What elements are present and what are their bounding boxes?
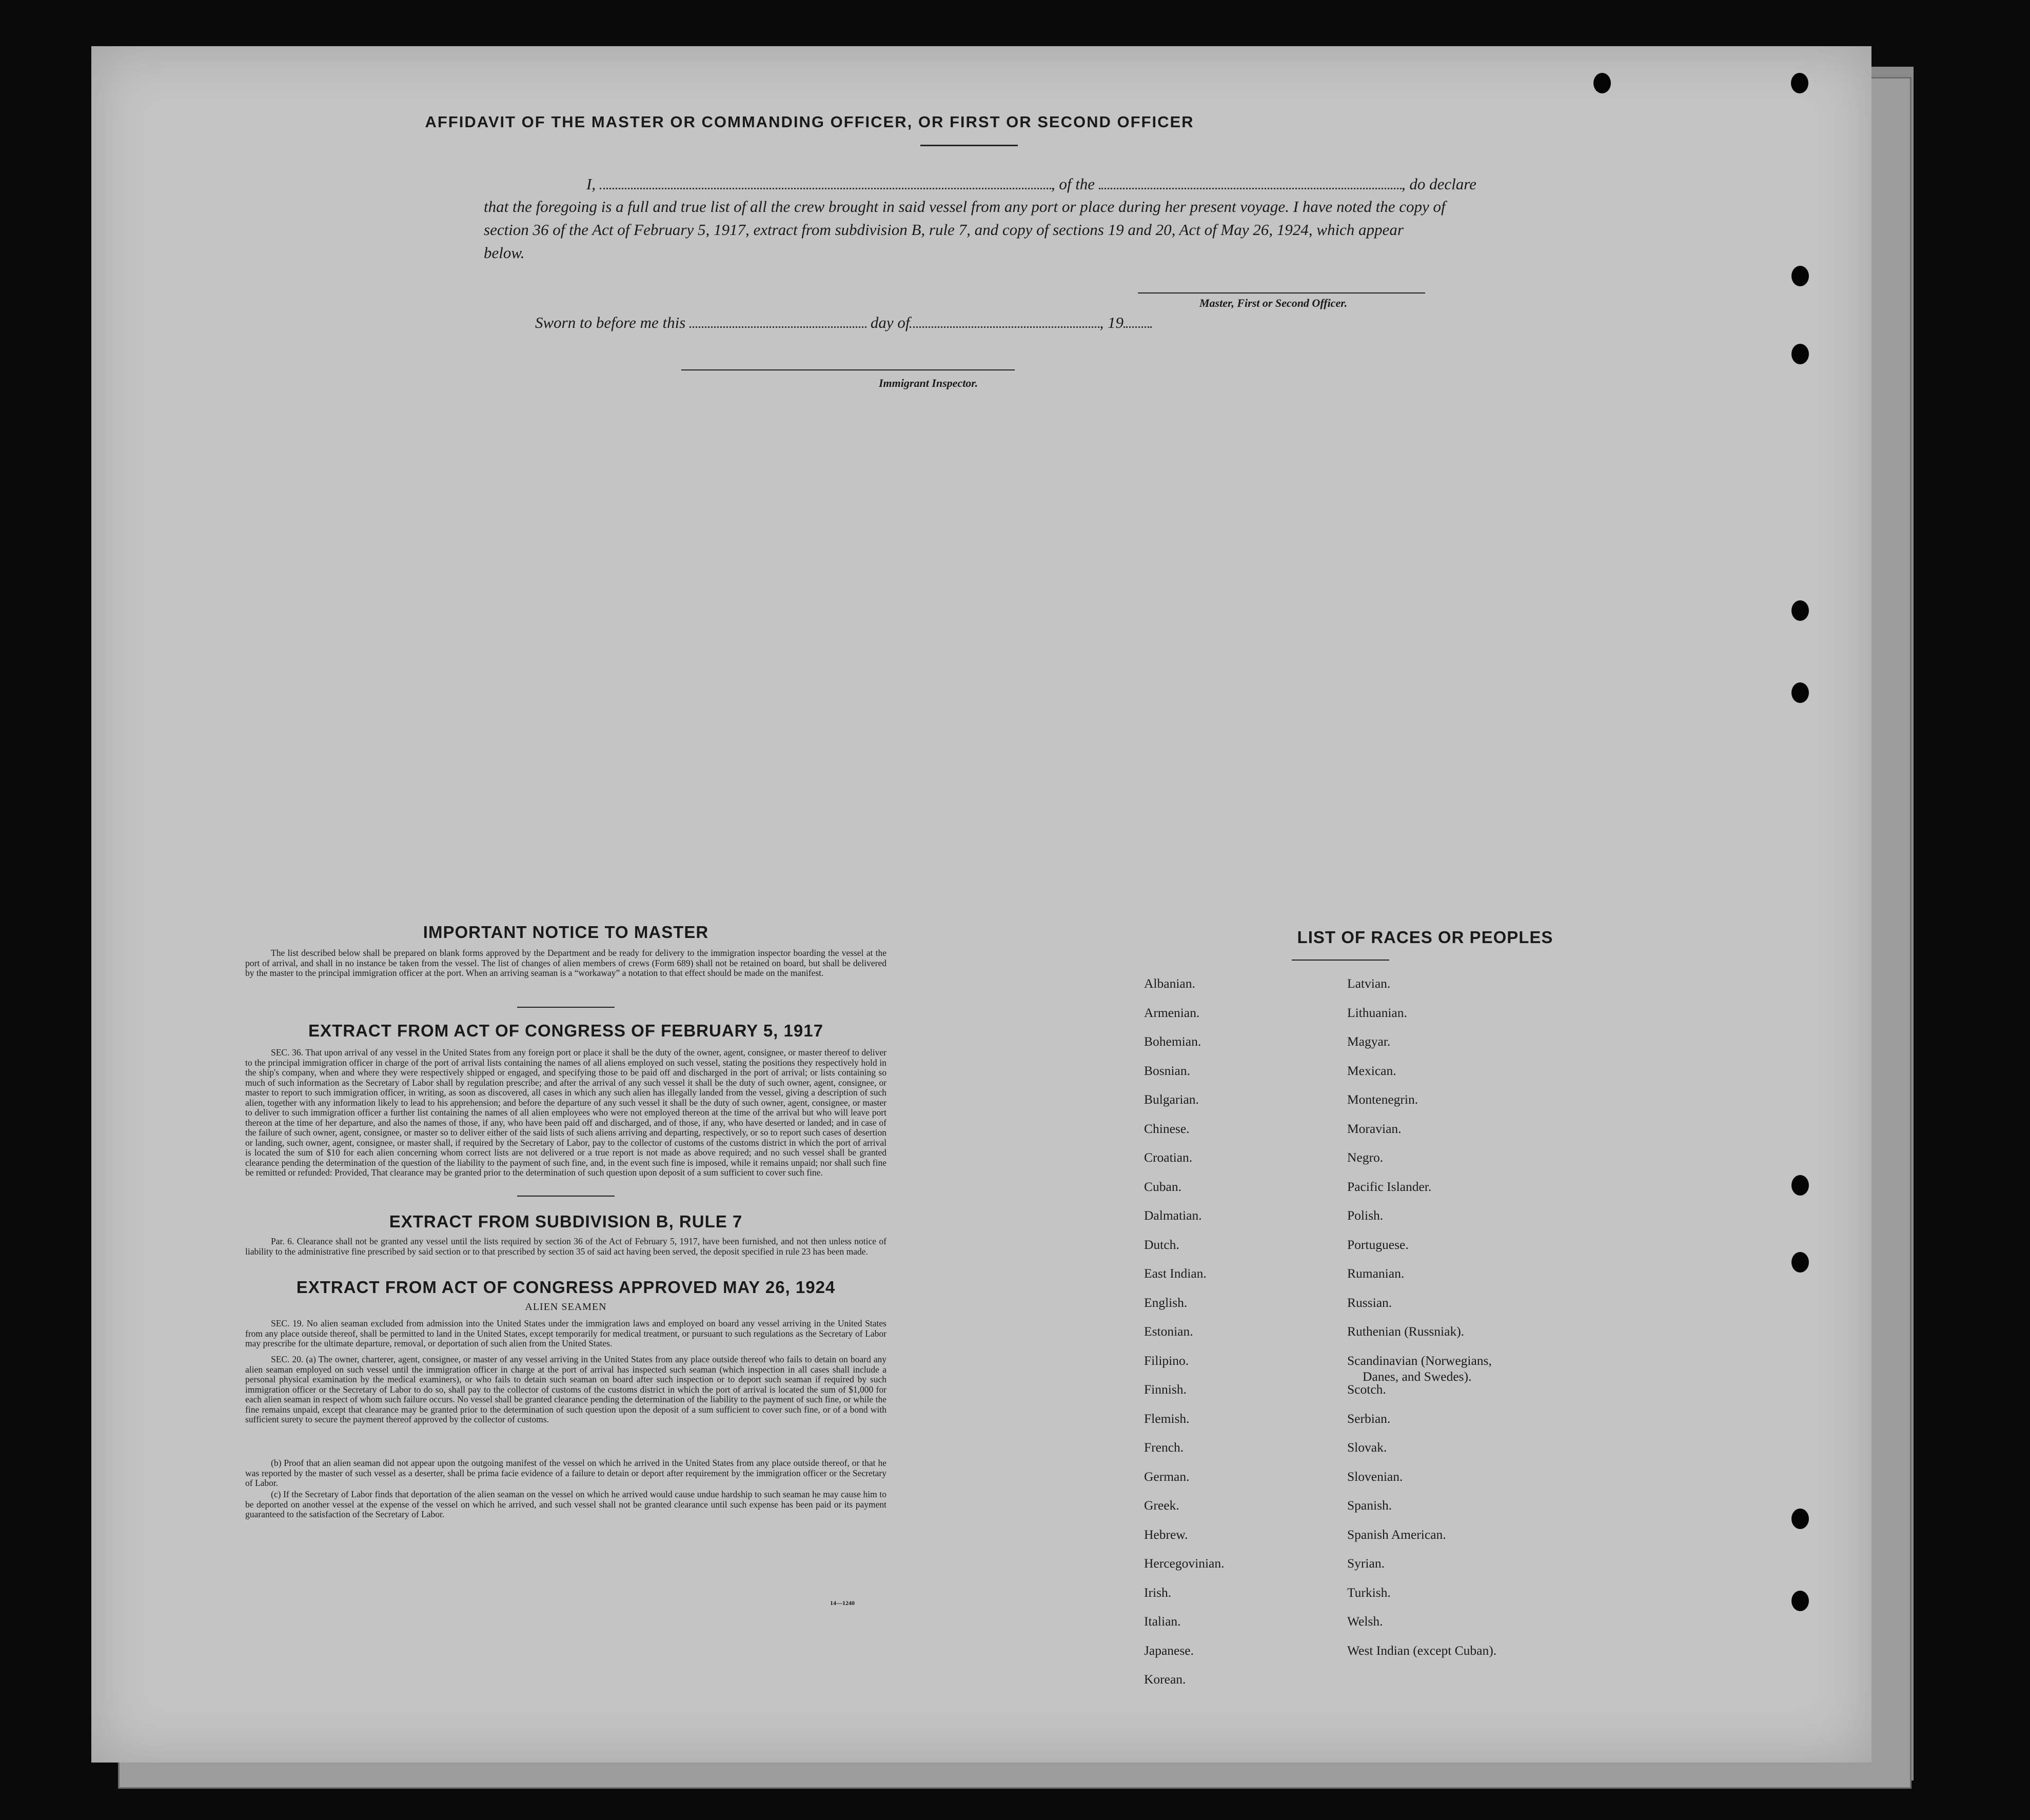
extract-1917-divider: [517, 1196, 615, 1197]
do-declare-label: , do declare: [1401, 175, 1476, 193]
affidavit-declaration-line: [586, 174, 1551, 193]
day-blank: [689, 313, 866, 328]
punch-hole: [1791, 266, 1809, 286]
race-item: Pacific Islander.: [1347, 1179, 1432, 1194]
races-divider: [1292, 960, 1389, 961]
year-blank: [1124, 313, 1152, 328]
race-item: Estonian.: [1144, 1324, 1193, 1339]
form-number: 14—1240: [830, 1599, 855, 1607]
race-item: Chinese.: [1144, 1121, 1190, 1136]
punch-hole: [1791, 1175, 1809, 1196]
race-item: Spanish.: [1347, 1498, 1392, 1513]
punch-hole: [1791, 1591, 1809, 1611]
race-item: Moravian.: [1347, 1121, 1402, 1136]
races-title: LIST OF RACES OR PEOPLES: [1297, 928, 1553, 947]
race-item: Japanese.: [1144, 1642, 1194, 1658]
race-item: Ruthenian (Russniak).: [1347, 1324, 1465, 1339]
of-the-label: , of the: [1051, 175, 1095, 193]
race-item: Lithuanian.: [1347, 1005, 1407, 1020]
notice-text: The list described below shall be prepared on blank forms approved by the Department and be ready for delivery to the immigration inspector boarding the vessel at the port of arrival, and shall in no instance be taken from the vessel. The list of changes of alien members of crews (Form 689) shall not be retained on board, but shall be delivered by the master to the principal immigration officer at the port. When an arriving seaman is a “workaway” a notation to that effect should be made on the manifest.: [245, 948, 886, 978]
sec19-text: SEC. 19. No alien seaman excluded from admission into the United States under the immigration laws and employed on board any vessel arriving in the United States from any place outside thereof, shall be permitted to land in the United States, except temporarily for medical treatment, or pursuant to such regulations as the Secretary of Labor may prescribe for the ultimate departure, removal, or deportation of such alien from the United States.: [245, 1318, 886, 1348]
extract-1917-title: EXTRACT FROM ACT OF CONGRESS OF FEBRUARY 5, 1917: [308, 1021, 823, 1040]
race-item: Albanian.: [1144, 976, 1195, 991]
race-item: Slovak.: [1347, 1440, 1387, 1455]
punch-hole: [1791, 682, 1809, 703]
race-item: Syrian.: [1347, 1556, 1385, 1571]
race-item: Montenegrin.: [1347, 1092, 1418, 1107]
race-item: Hercegovinian.: [1144, 1556, 1225, 1571]
day-of-label: day of: [870, 314, 910, 331]
race-item: Latvian.: [1347, 976, 1391, 991]
inspector-signature-line: [681, 369, 1015, 370]
race-item: Scotch.: [1347, 1382, 1386, 1397]
punch-hole: [1791, 73, 1808, 93]
punch-hole: [1791, 600, 1809, 621]
race-item: Slovenian.: [1347, 1469, 1403, 1484]
race-item: Croatian.: [1144, 1150, 1193, 1165]
race-item: Polish.: [1347, 1208, 1384, 1223]
race-item: Irish.: [1144, 1584, 1172, 1600]
year-label: , 19: [1099, 314, 1124, 331]
race-item: Dutch.: [1144, 1237, 1179, 1252]
race-item: Greek.: [1144, 1498, 1179, 1513]
race-item: Italian.: [1144, 1614, 1181, 1629]
race-item: Filipino.: [1144, 1353, 1189, 1368]
race-item: Russian.: [1347, 1295, 1392, 1310]
race-item: English.: [1144, 1295, 1188, 1310]
punch-hole: [1791, 344, 1809, 364]
alien-seamen-subtitle: ALIEN SEAMEN: [525, 1301, 607, 1313]
race-item: Welsh.: [1347, 1614, 1383, 1629]
notice-divider: [517, 1007, 615, 1008]
sec20c-text: (c) If the Secretary of Labor finds that deportation of the alien seaman on the vessel on which he arrived would cause undue hardship to such seaman he may cause him to be deported on another vessel at the expense of the vessel on which he arrived, and such vessel shall not be granted clearance until such expense has been paid or its payment guaranteed to the satisfaction of the Secretary of Labor.: [245, 1489, 886, 1519]
race-item: Cuban.: [1144, 1179, 1181, 1194]
title-divider: [920, 145, 1018, 146]
race-item: West Indian (except Cuban).: [1347, 1642, 1497, 1658]
punch-hole: [1791, 1509, 1809, 1529]
race-item: Armenian.: [1144, 1005, 1200, 1020]
inspector-signature-label: Immigrant Inspector.: [879, 377, 978, 389]
race-item: Turkish.: [1347, 1584, 1391, 1600]
race-item: Serbian.: [1347, 1411, 1391, 1426]
rule7-text: Par. 6. Clearance shall not be granted any vessel until the lists required by section 36 of the Act of February 5, 1917, have been furnished, and not then unless notice of liability to the administrative fine prescribed by said section or to that prescribed by section 35 of said act having been served, the deposit specified in rule 23 has been made.: [245, 1236, 886, 1257]
punch-hole: [1791, 1252, 1809, 1273]
document-page: [91, 46, 1871, 1763]
vessel-blank: [1099, 174, 1402, 189]
race-item: Hebrew.: [1144, 1527, 1188, 1542]
race-item: Finnish.: [1144, 1382, 1187, 1397]
race-item: Negro.: [1347, 1150, 1384, 1165]
extract-1924-title: EXTRACT FROM ACT OF CONGRESS APPROVED MAY 26, 1924: [296, 1278, 836, 1297]
sec20a-text: SEC. 20. (a) The owner, charterer, agent, consignee, or master of any vessel arriving in the United States from any place outside thereof who fails to detain on board any alien seaman employed on such vessel until the immigration officer in charge at the port of arrival has inspected such seaman (which inspection in all cases shall include a personal physical examination by the medical examiners), or who fails to detain such seaman on board after such inspection or to deport such seaman if required by such immigration officer or the Secretary of Labor to do so, shall pay to the collector of customs of the customs district in which the port of arrival is located the sum of $1,000 for each alien seaman in respect of whom such failure occurs. No vessel shall be granted clearance pending the determination of the liability to the payment of such fine, or while the fine remains unpaid, except that clearance may be granted prior to the determination of such question upon the deposit of a sum sufficient to cover such fine, or of a bond with sufficient surety to secure the payment thereof approved by the collector of customs.: [245, 1354, 886, 1424]
race-item: Scandinavian (Norwegians,: [1347, 1353, 1492, 1368]
sworn-line: [535, 313, 1152, 332]
race-item: Spanish American.: [1347, 1527, 1446, 1542]
race-item: Mexican.: [1347, 1063, 1396, 1078]
race-item: Bulgarian.: [1144, 1092, 1199, 1107]
i-label: I,: [586, 175, 596, 193]
race-item: Flemish.: [1144, 1411, 1190, 1426]
punch-hole: [1593, 73, 1611, 93]
race-item: Rumanian.: [1347, 1266, 1405, 1281]
race-item: Bosnian.: [1144, 1063, 1190, 1078]
race-item: Korean.: [1144, 1672, 1186, 1687]
sworn-label: Sworn to before me this: [535, 314, 686, 331]
race-item: Danes, and Swedes).: [1363, 1368, 1472, 1384]
master-signature-line: [1138, 292, 1425, 293]
race-item: East Indian.: [1144, 1266, 1207, 1281]
race-item: French.: [1144, 1440, 1184, 1455]
race-item: German.: [1144, 1469, 1190, 1484]
affidavit-title: AFFIDAVIT OF THE MASTER OR COMMANDING OFFICER, OR FIRST OR SECOND OFFICER: [425, 113, 1194, 131]
master-signature-label: Master, First or Second Officer.: [1199, 297, 1348, 309]
rule7-title: EXTRACT FROM SUBDIVISION B, RULE 7: [389, 1212, 743, 1231]
race-item: Magyar.: [1347, 1034, 1391, 1049]
notice-title: IMPORTANT NOTICE TO MASTER: [423, 923, 709, 942]
affidavit-text: that the foregoing is a full and true list of all the crew brought in said vessel from any port or place during her present voyage. I have noted the copy of section 36 of the Act of February 5, 1917, extract from subdivision B, rule 7, and copy of sections 19 and 20, Act of May 26, 1924, which appear below.: [484, 198, 1446, 262]
name-blank: [600, 174, 1051, 189]
race-item: Bohemian.: [1144, 1034, 1201, 1049]
month-blank: [910, 313, 1099, 328]
race-item: Portuguese.: [1347, 1237, 1409, 1252]
extract-1917-text: SEC. 36. That upon arrival of any vessel in the United States from any foreign port or place it shall be the duty of the owner, agent, consignee, or master thereof to deliver to the principal immigration officer in charge of the port of arrival lists containing the names of all aliens employed on such vessel, stating the positions they respectively hold in the ship's company, when and where they were respectively shipped or engaged, and specifying those to be paid off and discharged in the port of arrival; or lists containing so much of such information as the Secretary of Labor shall by regulation prescribe; and after the arrival of any such vessel it shall be the duty of such owner, agent, consignee, or master to report to such immigration officer, in writing, as soon as discovered, all cases in which any such alien has illegally landed from the vessel, giving a description of such alien, together with any information likely to lead to his apprehension; and before the departure of any such vessel it shall be the duty of such owner, agent, consignee, or master to deliver to such immigration officer a further list containing the names of all alien employees who were not employed thereon at the time of the arrival but who will leave port thereon at the time of her departure, and also the names of those, if any, who have been paid off and discharged, and of those, if any, who have deserted or landed; and in case of the failure of such owner, agent, consignee, or master so to deliver either of the said lists of such aliens arriving and departing, respectively, or so to report such cases of desertion or landing, such owner, agent, consignee, or master shall, if required by the Secretary of Labor, pay to the collector of customs of the customs district in which the port of arrival is located the sum of $10 for each alien concerning whom correct lists are not delivered or a true report is not made as above required; and no such vessel shall be granted clearance pending the determination of the question of the liability to the payment of such fine, and, in the event such fine is imposed, while it remains unpaid; nor shall such fine be remitted or refunded: Provided, That clearance may be granted prior to the determination of such question upon deposit of a sum sufficient to cover such fine.: [245, 1047, 886, 1178]
race-item: Dalmatian.: [1144, 1208, 1202, 1223]
sec20b-text: (b) Proof that an alien seaman did not appear upon the outgoing manifest of the vessel on which he arrived in the United States from any place outside thereof, or that he was reported by the master of such vessel as a deserter, shall be prima facie evidence of a failure to detain or deport after requirement by the immigration officer or the Secretary of Labor.: [245, 1458, 886, 1488]
